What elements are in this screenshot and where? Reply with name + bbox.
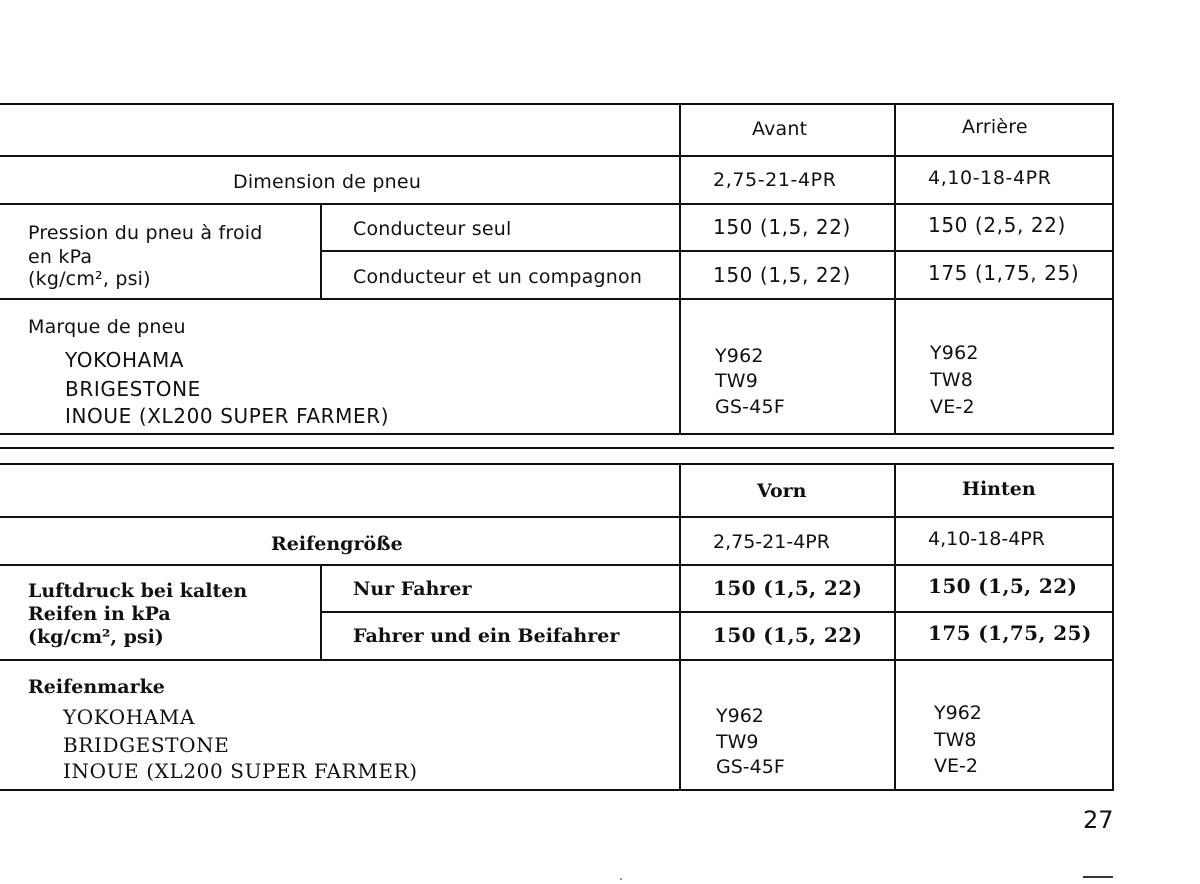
pressure-label-line3: (kg/cm², psi) xyxy=(28,626,164,648)
brand-code-rear: TW8 xyxy=(930,369,974,391)
tire-size-label: Dimension de pneu xyxy=(233,171,422,193)
pressure-row-label: Fahrer und ein Beifahrer xyxy=(353,625,620,647)
pressure-row-rear: 175 (1,75, 25) xyxy=(928,621,1092,645)
tire-size-label: Reifengröße xyxy=(271,533,403,555)
brand-code-rear: VE-2 xyxy=(930,396,975,418)
page-number: 27 xyxy=(1083,806,1114,834)
brand-code-front: GS-45F xyxy=(716,756,785,778)
brand-code-rear: Y962 xyxy=(930,342,979,364)
bottom-mark xyxy=(1083,876,1113,878)
brand-code-rear: Y962 xyxy=(934,702,982,724)
header-rear: Arrière xyxy=(962,116,1028,138)
brand-code-front: Y962 xyxy=(716,705,764,727)
pressure-label-line2: Reifen in kPa xyxy=(28,603,171,625)
header-front: Vorn xyxy=(757,480,807,502)
pressure-row-label: Conducteur et un compagnon xyxy=(353,266,643,288)
tire-size-rear: 4,10-18-4PR xyxy=(928,167,1052,189)
scan-speck xyxy=(620,878,622,880)
pressure-label-line1: Luftdruck bei kalten xyxy=(28,580,248,602)
pressure-row-rear: 175 (1,75, 25) xyxy=(928,261,1080,285)
pressure-row-front: 150 (1,5, 22) xyxy=(713,623,863,647)
brand-section-label: Reifenmarke xyxy=(28,676,165,698)
brand-code-front: GS-45F xyxy=(715,396,785,418)
brand-code-front: TW9 xyxy=(715,370,759,392)
pressure-row-rear: 150 (1,5, 22) xyxy=(928,574,1078,598)
brand-code-rear: VE-2 xyxy=(934,755,978,777)
brand-name: BRIDGESTONE xyxy=(63,733,230,757)
brand-name: INOUE (XL200 SUPER FARMER) xyxy=(65,404,390,428)
pressure-label-line3: (kg/cm², psi) xyxy=(28,268,151,290)
pressure-row-label: Conducteur seul xyxy=(353,218,512,240)
tire-size-rear: 4,10-18-4PR xyxy=(928,528,1045,550)
brand-code-front: Y962 xyxy=(715,345,764,367)
brand-name: INOUE (XL200 SUPER FARMER) xyxy=(63,759,418,783)
brand-name: YOKOHAMA xyxy=(65,348,185,372)
pressure-row-front: 150 (1,5, 22) xyxy=(713,576,863,600)
brand-code-rear: TW8 xyxy=(934,729,977,751)
tire-size-front: 2,75-21-4PR xyxy=(713,531,830,553)
header-rear: Hinten xyxy=(962,478,1036,500)
pressure-row-front: 150 (1,5, 22) xyxy=(713,263,851,287)
pressure-label-line2: en kPa xyxy=(28,246,93,268)
pressure-row-front: 150 (1,5, 22) xyxy=(713,215,851,239)
pressure-row-label: Nur Fahrer xyxy=(353,578,472,600)
header-front: Avant xyxy=(752,118,808,140)
brand-name: YOKOHAMA xyxy=(63,705,196,729)
tire-size-front: 2,75-21-4PR xyxy=(713,169,837,191)
pressure-row-rear: 150 (2,5, 22) xyxy=(928,213,1066,237)
brand-code-front: TW9 xyxy=(716,731,759,753)
brand-section-label: Marque de pneu xyxy=(28,316,186,338)
brand-name: BRIGESTONE xyxy=(65,377,201,401)
pressure-label-line1: Pression du pneu à froid xyxy=(28,222,263,244)
